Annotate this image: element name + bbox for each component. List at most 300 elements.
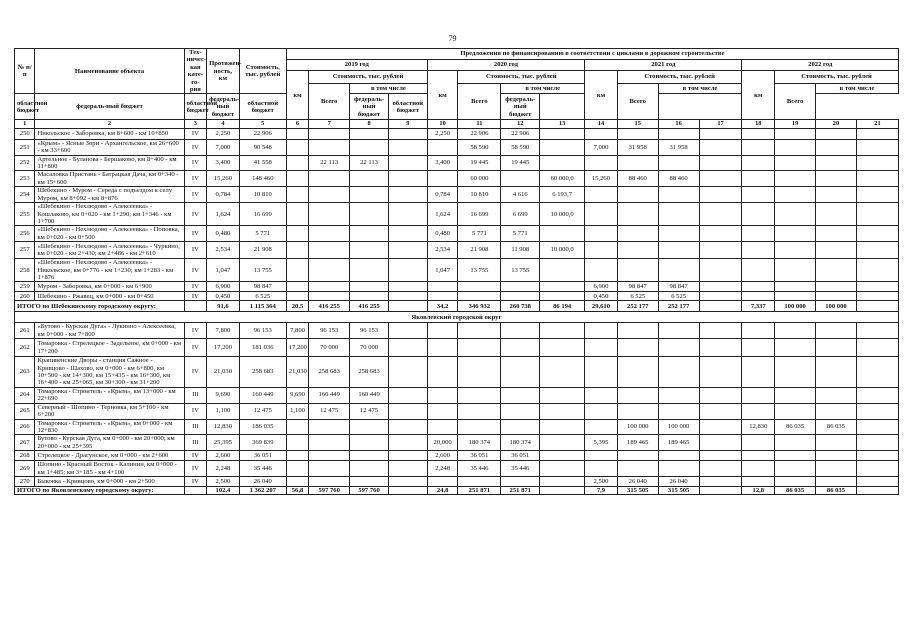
table-cell: 98 847 bbox=[239, 282, 286, 292]
table-cell bbox=[501, 339, 540, 357]
table-cell bbox=[658, 155, 699, 171]
table-cell: 1,047 bbox=[427, 259, 458, 282]
table-cell bbox=[540, 435, 585, 451]
table-cell bbox=[458, 292, 501, 301]
table-cell bbox=[742, 155, 775, 171]
table-cell: 70 000 bbox=[309, 339, 350, 357]
table-cell: 10 000,0 bbox=[540, 203, 585, 226]
table-cell bbox=[856, 171, 898, 187]
table-cell bbox=[388, 128, 427, 139]
table-cell: 1,100 bbox=[286, 403, 308, 419]
table-body bbox=[15, 128, 899, 495]
total-cell: 252 177 bbox=[617, 301, 658, 312]
table-cell bbox=[699, 155, 742, 171]
table-cell: IV bbox=[184, 339, 206, 357]
total-cell: 86 035 bbox=[816, 487, 857, 495]
table-cell: 2,248 bbox=[207, 461, 240, 477]
table-cell bbox=[742, 282, 775, 292]
table-cell bbox=[286, 259, 308, 282]
column-index-cell: 13 bbox=[540, 120, 585, 128]
table-cell bbox=[742, 357, 775, 388]
table-cell bbox=[427, 477, 458, 487]
table-cell bbox=[617, 128, 658, 139]
table-cell: 258 683 bbox=[350, 357, 389, 388]
total-cell: 29,610 bbox=[585, 301, 618, 312]
table-cell bbox=[742, 242, 775, 259]
table-cell: 0,450 bbox=[585, 292, 618, 301]
header-federal-2020: федераль-ный бюджет bbox=[207, 94, 240, 120]
table-cell: IV bbox=[184, 171, 206, 187]
row-number: 264 bbox=[15, 387, 35, 403]
table-cell bbox=[856, 282, 898, 292]
table-cell bbox=[427, 357, 458, 388]
table-cell bbox=[350, 226, 389, 242]
total-cell bbox=[388, 301, 427, 312]
table-cell: 2,248 bbox=[427, 461, 458, 477]
table-row bbox=[15, 403, 899, 419]
table-cell bbox=[699, 282, 742, 292]
row-number: 252 bbox=[15, 155, 35, 171]
table-cell bbox=[350, 187, 389, 203]
table-cell: 15,260 bbox=[207, 171, 240, 187]
object-name: Артельное - Буланова - Бершаково, км 8+400 - км 11+800 bbox=[35, 155, 184, 171]
table-cell: 35 446 bbox=[458, 461, 501, 477]
table-cell bbox=[775, 461, 816, 477]
table-cell: 1,624 bbox=[427, 203, 458, 226]
column-index-cell: 14 bbox=[585, 120, 618, 128]
table-cell bbox=[585, 155, 618, 171]
object-name: Быковка - Кривцово, км 0+000 - км 2+500 bbox=[35, 477, 184, 487]
column-index-cell: 11 bbox=[458, 120, 501, 128]
object-name: Томаровка - Строитель - «Крым», км 0+000 - км 12+830 bbox=[35, 419, 184, 435]
table-cell bbox=[856, 339, 898, 357]
column-index-cell: 17 bbox=[699, 120, 742, 128]
table-cell bbox=[501, 477, 540, 487]
table-cell bbox=[856, 155, 898, 171]
table-cell: 98 847 bbox=[658, 282, 699, 292]
table-cell bbox=[856, 357, 898, 388]
table-cell: 181 036 bbox=[239, 339, 286, 357]
row-number: 268 bbox=[15, 451, 35, 461]
table-cell bbox=[742, 292, 775, 301]
table-cell: 189 465 bbox=[658, 435, 699, 451]
table-cell: IV bbox=[184, 461, 206, 477]
table-cell bbox=[309, 242, 350, 259]
table-cell: 0,784 bbox=[427, 187, 458, 203]
table-cell bbox=[286, 419, 308, 435]
header-regional-2022: областной бюджет bbox=[388, 94, 427, 120]
column-index-cell: 1 bbox=[15, 120, 35, 128]
total-cell: 56,8 bbox=[286, 487, 308, 495]
row-number: 267 bbox=[15, 435, 35, 451]
table-cell bbox=[309, 461, 350, 477]
table-cell: 21,030 bbox=[207, 357, 240, 388]
table-cell: 60 000 bbox=[458, 171, 501, 187]
row-number: 261 bbox=[15, 323, 35, 339]
table-cell bbox=[742, 259, 775, 282]
table-cell bbox=[540, 323, 585, 339]
table-cell bbox=[658, 323, 699, 339]
table-cell: 36 051 bbox=[458, 451, 501, 461]
table-cell bbox=[388, 419, 427, 435]
total-cell: 252 177 bbox=[658, 301, 699, 312]
table-cell: 22 906 bbox=[501, 128, 540, 139]
district-header-row bbox=[15, 312, 899, 323]
table-cell bbox=[540, 451, 585, 461]
table-cell bbox=[856, 435, 898, 451]
table-cell bbox=[658, 461, 699, 477]
table-cell: 36 051 bbox=[501, 451, 540, 461]
table-cell bbox=[856, 242, 898, 259]
table-cell bbox=[458, 419, 501, 435]
table-cell bbox=[617, 387, 658, 403]
table-cell: 31 958 bbox=[658, 139, 699, 155]
object-name: «Шебекино - Нехлюдово - Алексеевка» - Поповка, км 0+020 - км 0+500 bbox=[35, 226, 184, 242]
table-cell bbox=[427, 387, 458, 403]
table-cell bbox=[540, 259, 585, 282]
table-row bbox=[15, 387, 899, 403]
table-cell bbox=[775, 323, 816, 339]
total-cell: 12,8 bbox=[742, 487, 775, 495]
table-cell: 258 683 bbox=[309, 357, 350, 388]
table-cell bbox=[458, 403, 501, 419]
table-cell bbox=[286, 461, 308, 477]
table-cell: 22 113 bbox=[309, 155, 350, 171]
table-cell: 2,534 bbox=[427, 242, 458, 259]
table-cell bbox=[585, 203, 618, 226]
table-cell bbox=[816, 387, 857, 403]
table-cell: 0,480 bbox=[207, 226, 240, 242]
table-cell bbox=[427, 139, 458, 155]
table-cell: IV bbox=[184, 226, 206, 242]
table-cell bbox=[388, 435, 427, 451]
table-cell: 1,047 bbox=[207, 259, 240, 282]
table-cell: 25,395 bbox=[207, 435, 240, 451]
table-cell: 88 460 bbox=[617, 171, 658, 187]
total-cell bbox=[856, 301, 898, 312]
total-cell: 251 871 bbox=[501, 487, 540, 495]
table-cell: 96 153 bbox=[309, 323, 350, 339]
table-cell bbox=[309, 171, 350, 187]
table-header bbox=[15, 49, 899, 129]
table-cell bbox=[699, 242, 742, 259]
table-cell: 13 755 bbox=[458, 259, 501, 282]
table-cell bbox=[856, 128, 898, 139]
table-cell: 0,784 bbox=[207, 187, 240, 203]
table-cell: 20,000 bbox=[427, 435, 458, 451]
header-total-2020: Всего bbox=[458, 83, 501, 120]
table-cell bbox=[458, 282, 501, 292]
table-cell: IV bbox=[184, 477, 206, 487]
total-cell: 100 000 bbox=[775, 301, 816, 312]
table-cell bbox=[775, 339, 816, 357]
table-cell: 2,250 bbox=[207, 128, 240, 139]
table-cell: 96 153 bbox=[239, 323, 286, 339]
column-index-cell: 19 bbox=[775, 120, 816, 128]
table-cell bbox=[286, 203, 308, 226]
header-incl-2020: в том числе bbox=[501, 83, 585, 94]
table-cell: IV bbox=[184, 139, 206, 155]
total-cell: 346 932 bbox=[458, 301, 501, 312]
table-cell bbox=[658, 128, 699, 139]
total-cell: 416 255 bbox=[309, 301, 350, 312]
total-cell: 34,2 bbox=[427, 301, 458, 312]
column-index-cell: 7 bbox=[309, 120, 350, 128]
table-cell bbox=[458, 323, 501, 339]
total-label: ИТОГО по Шебекинскому городскому округу: bbox=[15, 301, 185, 312]
table-cell bbox=[388, 387, 427, 403]
table-cell: 15,260 bbox=[585, 171, 618, 187]
total-cell bbox=[699, 487, 742, 495]
table-cell bbox=[388, 259, 427, 282]
header-incl-2019: в том числе bbox=[350, 83, 428, 94]
table-cell bbox=[856, 387, 898, 403]
table-cell bbox=[775, 282, 816, 292]
table-cell bbox=[540, 128, 585, 139]
table-row bbox=[15, 461, 899, 477]
row-number: 255 bbox=[15, 203, 35, 226]
table-cell: 17,200 bbox=[286, 339, 308, 357]
table-cell bbox=[816, 128, 857, 139]
table-cell bbox=[816, 435, 857, 451]
header-regional-2019: областной бюджет bbox=[15, 94, 35, 120]
table-cell: 35 446 bbox=[239, 461, 286, 477]
table-cell bbox=[775, 477, 816, 487]
table-row bbox=[15, 259, 899, 282]
header-km-2019: км bbox=[286, 71, 308, 120]
header-km-2022: км bbox=[742, 71, 775, 120]
table-cell: 41 558 bbox=[239, 155, 286, 171]
table-cell: 100 000 bbox=[617, 419, 658, 435]
row-number: 251 bbox=[15, 139, 35, 155]
table-cell: 90 548 bbox=[239, 139, 286, 155]
table-cell: 16 699 bbox=[239, 203, 286, 226]
table-cell bbox=[350, 128, 389, 139]
table-cell bbox=[286, 171, 308, 187]
table-cell: 10 810 bbox=[458, 187, 501, 203]
table-cell: 6 525 bbox=[239, 292, 286, 301]
object-name: Никольское - Заборовка, км 8+600 - км 10+850 bbox=[35, 128, 184, 139]
table-cell bbox=[816, 451, 857, 461]
table-cell bbox=[617, 259, 658, 282]
header-length: Протяжен-ность, км bbox=[207, 49, 240, 94]
total-cell: 260 738 bbox=[501, 301, 540, 312]
table-cell: III bbox=[184, 435, 206, 451]
column-index-cell: 20 bbox=[816, 120, 857, 128]
table-cell: III bbox=[184, 387, 206, 403]
table-cell: IV bbox=[184, 203, 206, 226]
table-cell bbox=[617, 357, 658, 388]
table-cell bbox=[501, 171, 540, 187]
table-cell: 10 810 bbox=[239, 187, 286, 203]
header-cost-2021: Стоимость, тыс. рублей bbox=[617, 71, 742, 84]
table-cell: 6 525 bbox=[658, 292, 699, 301]
table-cell bbox=[658, 387, 699, 403]
table-cell bbox=[699, 477, 742, 487]
table-cell bbox=[856, 187, 898, 203]
table-cell: 6 193,7 bbox=[540, 187, 585, 203]
table-cell bbox=[658, 203, 699, 226]
table-cell bbox=[388, 203, 427, 226]
table-cell bbox=[742, 403, 775, 419]
table-cell bbox=[286, 155, 308, 171]
table-cell bbox=[350, 419, 389, 435]
table-cell bbox=[856, 451, 898, 461]
table-cell bbox=[617, 203, 658, 226]
header-km-2020: км bbox=[427, 71, 458, 120]
table-cell bbox=[617, 187, 658, 203]
table-cell bbox=[286, 292, 308, 301]
table-cell bbox=[658, 259, 699, 282]
table-cell bbox=[350, 203, 389, 226]
table-cell bbox=[585, 242, 618, 259]
row-number: 253 bbox=[15, 171, 35, 187]
table-row bbox=[15, 226, 899, 242]
table-cell bbox=[742, 435, 775, 451]
table-cell bbox=[585, 403, 618, 419]
table-cell bbox=[699, 419, 742, 435]
row-number: 260 bbox=[15, 292, 35, 301]
table-cell bbox=[617, 323, 658, 339]
table-cell bbox=[388, 357, 427, 388]
total-cell bbox=[388, 487, 427, 495]
table-cell bbox=[540, 461, 585, 477]
table-cell: 21 908 bbox=[458, 242, 501, 259]
table-cell: 86 035 bbox=[816, 419, 857, 435]
table-cell bbox=[775, 435, 816, 451]
table-cell bbox=[816, 403, 857, 419]
total-cell: 1 362 207 bbox=[239, 487, 286, 495]
table-cell bbox=[816, 292, 857, 301]
table-cell bbox=[742, 451, 775, 461]
table-cell bbox=[286, 451, 308, 461]
table-cell bbox=[585, 387, 618, 403]
table-cell: 12,830 bbox=[742, 419, 775, 435]
table-cell bbox=[816, 282, 857, 292]
table-cell bbox=[585, 419, 618, 435]
total-cell: 7,337 bbox=[742, 301, 775, 312]
table-cell bbox=[617, 339, 658, 357]
row-number: 250 bbox=[15, 128, 35, 139]
total-cell: 416 255 bbox=[350, 301, 389, 312]
table-cell bbox=[699, 323, 742, 339]
table-cell bbox=[501, 387, 540, 403]
table-cell bbox=[617, 451, 658, 461]
table-cell: 9,690 bbox=[286, 387, 308, 403]
table-cell: IV bbox=[184, 403, 206, 419]
table-row bbox=[15, 203, 899, 226]
table-cell bbox=[350, 477, 389, 487]
table-cell bbox=[742, 139, 775, 155]
object-name: «Шебекино - Нехлюдово - Алексеевка» - Чуркино, км 0+020 - км 2+430; км 2+486 - км 2+610 bbox=[35, 242, 184, 259]
table-cell bbox=[856, 139, 898, 155]
total-row bbox=[15, 301, 899, 312]
table-cell bbox=[388, 451, 427, 461]
total-cell: 24,8 bbox=[427, 487, 458, 495]
table-cell: 2,500 bbox=[207, 477, 240, 487]
table-cell bbox=[617, 403, 658, 419]
table-cell bbox=[699, 451, 742, 461]
table-cell bbox=[775, 451, 816, 461]
table-cell: 26 040 bbox=[617, 477, 658, 487]
table-cell bbox=[350, 171, 389, 187]
table-cell: 35 446 bbox=[501, 461, 540, 477]
table-cell bbox=[585, 128, 618, 139]
object-name: «Шебекино - Нехлюдово - Алексеевка» - Никольское, км 0+776 - км 1+230; км 1+283 - км 1+876 bbox=[35, 259, 184, 282]
table-cell: 36 051 bbox=[239, 451, 286, 461]
table-cell bbox=[658, 451, 699, 461]
table-row bbox=[15, 419, 899, 435]
object-name: Муром - Заборовка, км 0+000 - км 6+900 bbox=[35, 282, 184, 292]
table-cell: 58 590 bbox=[458, 139, 501, 155]
column-index-cell: 21 bbox=[856, 120, 898, 128]
table-cell bbox=[540, 339, 585, 357]
total-cell: 7,9 bbox=[585, 487, 618, 495]
table-cell: 16 699 bbox=[458, 203, 501, 226]
header-year-2019: 2019 год bbox=[286, 60, 427, 71]
table-cell bbox=[501, 323, 540, 339]
table-cell bbox=[350, 435, 389, 451]
table-cell: 2,600 bbox=[207, 451, 240, 461]
table-cell: 180 374 bbox=[501, 435, 540, 451]
table-row bbox=[15, 435, 899, 451]
table-cell: 160 449 bbox=[309, 387, 350, 403]
header-no: № п/п bbox=[15, 49, 35, 94]
object-name: Шопино - Красный Восток - Калинин, км 0+000 - км 1+485; км 3+185 - км 4+100 bbox=[35, 461, 184, 477]
table-cell bbox=[816, 187, 857, 203]
table-cell bbox=[699, 187, 742, 203]
table-cell bbox=[742, 461, 775, 477]
table-cell bbox=[699, 203, 742, 226]
column-index-cell: 8 bbox=[350, 120, 389, 128]
table-cell bbox=[742, 203, 775, 226]
table-cell: 258 683 bbox=[239, 357, 286, 388]
table-cell: 0,480 bbox=[427, 226, 458, 242]
object-name: Томаровка - Строитель - «Крым», км 13+000 - км 22+690 bbox=[35, 387, 184, 403]
table-cell: 160 449 bbox=[239, 387, 286, 403]
total-cell: 251 871 bbox=[458, 487, 501, 495]
table-cell bbox=[775, 357, 816, 388]
table-cell bbox=[388, 339, 427, 357]
table-cell: 26 040 bbox=[239, 477, 286, 487]
table-cell bbox=[617, 242, 658, 259]
table-cell bbox=[540, 282, 585, 292]
total-cell bbox=[699, 301, 742, 312]
header-cost-2019: Стоимость, тыс. рублей bbox=[309, 71, 428, 84]
table-cell: IV bbox=[184, 155, 206, 171]
table-cell bbox=[617, 226, 658, 242]
table-cell bbox=[585, 323, 618, 339]
table-row bbox=[15, 171, 899, 187]
table-cell bbox=[286, 187, 308, 203]
table-cell bbox=[699, 226, 742, 242]
table-cell bbox=[699, 357, 742, 388]
table-cell bbox=[856, 461, 898, 477]
table-cell bbox=[775, 171, 816, 187]
table-cell bbox=[540, 387, 585, 403]
table-cell bbox=[856, 259, 898, 282]
row-number: 265 bbox=[15, 403, 35, 419]
table-cell bbox=[617, 155, 658, 171]
table-cell bbox=[309, 203, 350, 226]
table-cell bbox=[388, 282, 427, 292]
table-row bbox=[15, 187, 899, 203]
row-number: 258 bbox=[15, 259, 35, 282]
total-cell: 102,4 bbox=[207, 487, 240, 495]
table-cell bbox=[388, 187, 427, 203]
column-index-cell: 4 bbox=[207, 120, 240, 128]
table-cell bbox=[816, 357, 857, 388]
